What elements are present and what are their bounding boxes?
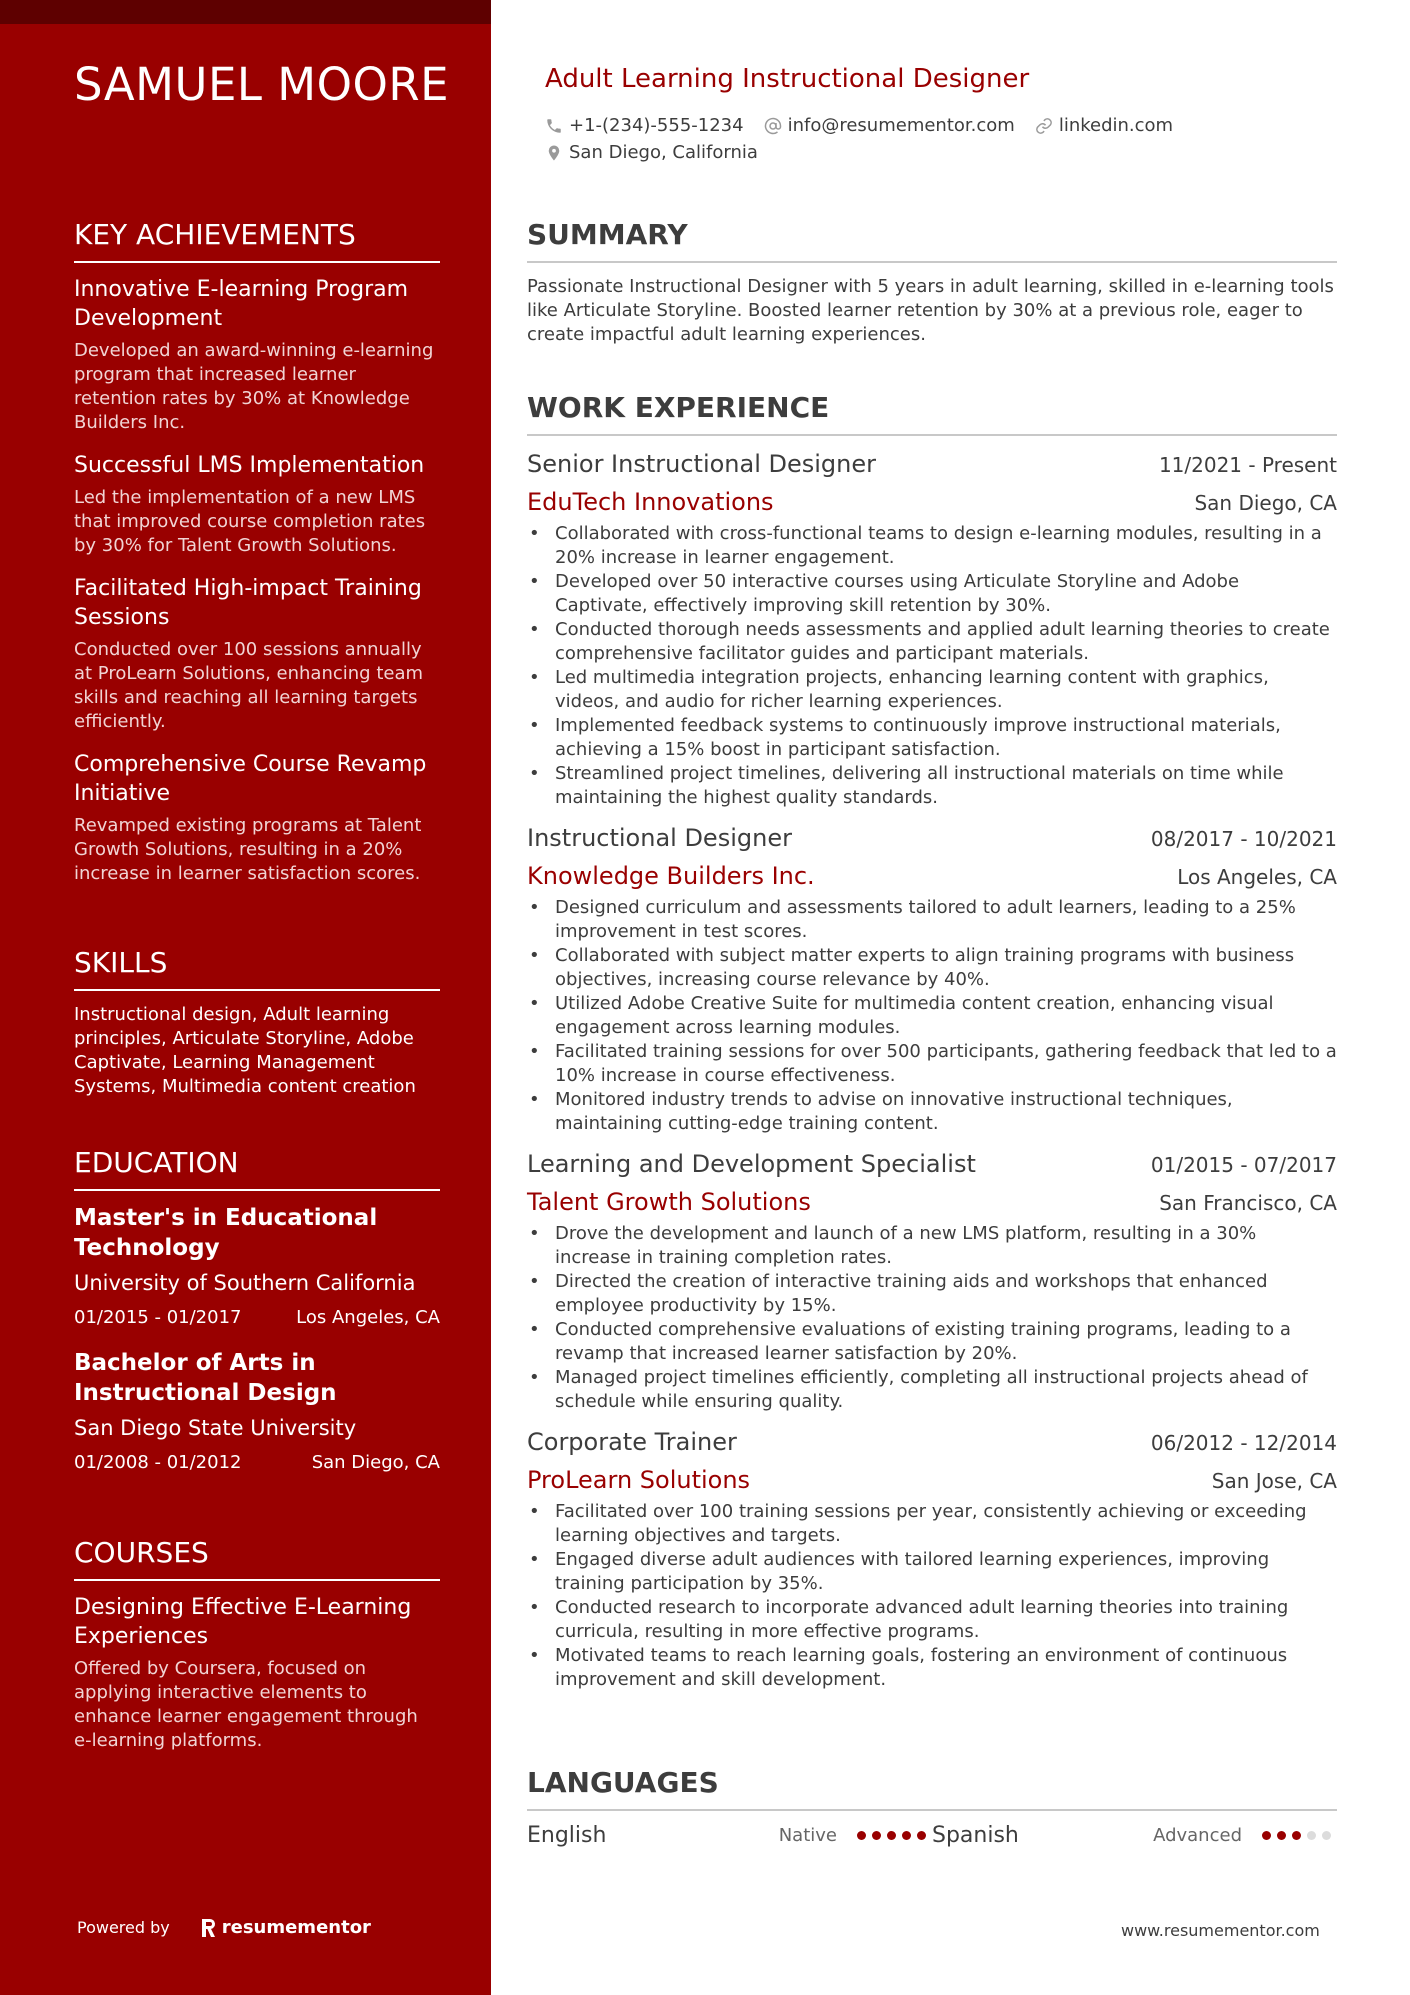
education-location: Los Angeles, CA — [296, 1307, 440, 1328]
experience-item — [527, 1150, 1337, 1414]
experience-header — [527, 824, 1337, 852]
achievement-item — [74, 451, 440, 558]
powered-by — [77, 1917, 371, 1938]
rating-dot-empty — [1322, 1831, 1331, 1840]
experience-item — [527, 450, 1337, 810]
company-name: EduTech Innovations — [527, 488, 774, 516]
job-location: Los Angeles, CA — [1177, 865, 1337, 889]
language-name: English — [527, 1823, 607, 1848]
linkedin-contact[interactable] — [1035, 115, 1173, 136]
summary-text: Passionate Instructional Designer with 5 years in adult learning, skilled in e-learning tools like Articulate Storyline. Boosted learner retention by 30% at a previous role, eager to create impactful adult learning experiences. — [527, 276, 1334, 345]
rating-dot-empty — [1307, 1831, 1316, 1840]
education-degree: Bachelor of Arts in Instructional Design — [74, 1350, 337, 1406]
education-school: University of Southern California — [74, 1271, 416, 1295]
company-name: ProLearn Solutions — [527, 1466, 751, 1494]
bullet-item: • Conducted research to incorporate advanced adult learning theories into training curricula, resulting in more effective programs. — [527, 1596, 1337, 1644]
contact-info — [545, 112, 1305, 166]
experience-list — [527, 450, 1337, 1692]
languages-list — [527, 1823, 1337, 1848]
job-location: San Jose, CA — [1211, 1469, 1337, 1493]
courses-section — [74, 1536, 440, 1753]
job-location: San Diego, CA — [1194, 491, 1337, 515]
achievement-description: Conducted over 100 sessions annually at ProLearn Solutions, enhancing team skills and reaching all learning targets efficiently. — [74, 639, 424, 732]
experience-subheader — [527, 1188, 1337, 1216]
job-bullets — [527, 896, 1337, 1136]
experience-header — [527, 450, 1337, 478]
rating-dot-filled — [1262, 1831, 1271, 1840]
bullet-item: • Utilized Adobe Creative Suite for multimedia content creation, enhancing visual engagement across learning modules. — [527, 992, 1337, 1040]
bullet-item: • Monitored industry trends to advise on innovative instructional techniques, maintaining cutting-edge training content. — [527, 1088, 1337, 1136]
experience-item — [527, 824, 1337, 1136]
website-footer[interactable]: www.resumementor.com — [1121, 1921, 1320, 1940]
skills-text: Instructional design, Adult learning principles, Articulate Storyline, Adobe Captivate, Learning Management Systems, Multimedia content creation — [74, 1004, 416, 1097]
bullet-item: • Directed the creation of interactive training aids and workshops that enhanced employee productivity by 15%. — [527, 1270, 1337, 1318]
education-item — [74, 1203, 440, 1328]
job-dates: 01/2015 - 07/2017 — [1150, 1153, 1337, 1177]
key-achievements-section — [74, 218, 440, 902]
company-name: Knowledge Builders Inc. — [527, 862, 815, 890]
education-dates: 01/2015 - 01/2017 — [74, 1307, 242, 1328]
bullet-item: • Facilitated over 100 training sessions per year, consistently achieving or exceeding learning objectives and targets. — [527, 1500, 1337, 1548]
bullet-item: • Drove the development and launch of a new LMS platform, resulting in a 30% increase in training completion rates. — [527, 1222, 1337, 1270]
powered-by-label: Powered by — [77, 1918, 170, 1937]
summary-heading: SUMMARY — [527, 218, 1337, 263]
education-heading: EDUCATION — [74, 1146, 440, 1191]
achievement-description: Developed an award-winning e-learning program that increased learner retention rates by 30% at Knowledge Builders Inc. — [74, 340, 434, 433]
summary-section — [527, 218, 1337, 347]
achievement-title: Innovative E-learning Program Development — [74, 277, 409, 331]
location-contact — [545, 142, 758, 163]
skills-heading: SKILLS — [74, 946, 440, 991]
language-item — [932, 1823, 1337, 1848]
languages-heading: LANGUAGES — [527, 1766, 1337, 1811]
bullet-item: • Led multimedia integration projects, enhancing learning content with graphics, videos, and audio for richer learning experiences. — [527, 666, 1337, 714]
experience-subheader — [527, 1466, 1337, 1494]
bullet-item: • Collaborated with cross-functional teams to design e-learning modules, resulting in a 20% increase in learner engagement. — [527, 522, 1337, 570]
phone-icon — [545, 117, 563, 135]
achievement-item — [74, 574, 440, 734]
sidebar — [0, 0, 491, 1995]
work-experience-heading: WORK EXPERIENCE — [527, 391, 1337, 436]
course-item — [74, 1593, 440, 1753]
job-dates: 06/2012 - 12/2014 — [1150, 1431, 1337, 1455]
job-title: Adult Learning Instructional Designer — [545, 64, 1030, 94]
email-text: info@resumementor.com — [787, 115, 1015, 136]
achievement-item — [74, 275, 440, 435]
job-role: Learning and Development Specialist — [527, 1150, 976, 1178]
language-name: Spanish — [932, 1823, 1019, 1848]
bullet-item: • Motivated teams to reach learning goals, fostering an environment of continuous improvement and skill development. — [527, 1644, 1337, 1692]
link-icon — [1035, 117, 1053, 135]
experience-subheader — [527, 862, 1337, 890]
location-text: San Diego, California — [569, 142, 758, 163]
achievements-list — [74, 275, 440, 886]
achievement-title: Facilitated High-impact Training Sessions — [74, 576, 422, 630]
bullet-item: • Developed over 50 interactive courses using Articulate Storyline and Adobe Captivate, effectively improving skill retention by 30%. — [527, 570, 1337, 618]
education-school: San Diego State University — [74, 1416, 357, 1440]
brand-name: resumementor — [221, 1917, 371, 1938]
bullet-item: • Streamlined project timelines, delivering all instructional materials on time while maintaining the highest quality standards. — [527, 762, 1337, 810]
experience-subheader — [527, 488, 1337, 516]
phone-contact[interactable] — [545, 115, 744, 136]
language-item — [527, 1823, 932, 1848]
bullet-item: • Implemented feedback systems to continuously improve instructional materials, achieving a 15% boost in participant satisfaction. — [527, 714, 1337, 762]
bullet-item: • Managed project timelines efficiently, completing all instructional projects ahead of schedule while ensuring quality. — [527, 1366, 1337, 1414]
language-rating — [857, 1831, 932, 1840]
courses-heading: COURSES — [74, 1536, 440, 1581]
sidebar-top-bar — [0, 0, 491, 24]
job-role: Senior Instructional Designer — [527, 450, 877, 478]
experience-item — [527, 1428, 1337, 1692]
skills-section — [74, 946, 440, 1099]
rating-dot-filled — [902, 1831, 911, 1840]
job-dates: 08/2017 - 10/2021 — [1150, 827, 1337, 851]
phone-text: +1-(234)-555-1234 — [569, 115, 744, 136]
education-list — [74, 1203, 440, 1473]
education-meta — [74, 1307, 440, 1328]
job-role: Corporate Trainer — [527, 1428, 737, 1456]
job-bullets — [527, 522, 1337, 810]
rating-dot-filled — [857, 1831, 866, 1840]
key-achievements-heading: KEY ACHIEVEMENTS — [74, 218, 440, 263]
bullet-item: • Conducted thorough needs assessments and applied adult learning theories to create comprehensive facilitator guides and participant materials. — [527, 618, 1337, 666]
rating-dot-filled — [1277, 1831, 1286, 1840]
achievement-title: Comprehensive Course Revamp Initiative — [74, 752, 427, 806]
email-contact[interactable] — [764, 115, 1015, 136]
rating-dot-filled — [1292, 1831, 1301, 1840]
bullet-item: • Engaged diverse adult audiences with tailored learning experiences, improving training participation by 35%. — [527, 1548, 1337, 1596]
location-pin-icon — [545, 144, 563, 162]
rating-dot-filled — [887, 1831, 896, 1840]
education-location: San Diego, CA — [311, 1452, 440, 1473]
job-bullets — [527, 1222, 1337, 1414]
bullet-item: • Facilitated training sessions for over 500 participants, gathering feedback that led to a 10% increase in course effectiveness. — [527, 1040, 1337, 1088]
education-section — [74, 1146, 440, 1493]
resumementor-logo — [200, 1917, 371, 1938]
linkedin-text: linkedin.com — [1058, 115, 1174, 136]
achievement-description: Revamped existing programs at Talent Growth Solutions, resulting in a 20% increase in learner satisfaction scores. — [74, 815, 422, 884]
achievement-description: Led the implementation of a new LMS that improved course completion rates by 30% for Talent Growth Solutions. — [74, 487, 426, 556]
candidate-name: SAMUEL MOORE — [74, 58, 450, 111]
education-item — [74, 1348, 440, 1473]
achievement-item — [74, 750, 440, 886]
bullet-item: • Designed curriculum and assessments tailored to adult learners, leading to a 25% improvement in test scores. — [527, 896, 1337, 944]
job-dates: 11/2021 - Present — [1158, 453, 1337, 477]
experience-header — [527, 1428, 1337, 1456]
language-level: Native — [778, 1825, 837, 1846]
languages-section — [527, 1766, 1337, 1848]
company-name: Talent Growth Solutions — [527, 1188, 811, 1216]
work-experience-section — [527, 391, 1337, 1692]
course-title: Designing Effective E-Learning Experiences — [74, 1595, 412, 1649]
education-degree: Master's in Educational Technology — [74, 1205, 378, 1261]
resumementor-logo-icon — [200, 1918, 216, 1938]
education-meta — [74, 1452, 440, 1473]
job-bullets — [527, 1500, 1337, 1692]
experience-header — [527, 1150, 1337, 1178]
at-sign-icon — [764, 117, 782, 135]
bullet-item: • Conducted comprehensive evaluations of existing training programs, leading to a revamp that increased learner satisfaction by 20%. — [527, 1318, 1337, 1366]
course-description: Offered by Coursera, focused on applying interactive elements to enhance learner engagement through e-learning platforms. — [74, 1658, 418, 1751]
education-dates: 01/2008 - 01/2012 — [74, 1452, 242, 1473]
rating-dot-filled — [872, 1831, 881, 1840]
bullet-item: • Collaborated with subject matter experts to align training programs with business objectives, increasing course relevance by 40%. — [527, 944, 1337, 992]
language-level: Advanced — [1153, 1825, 1242, 1846]
language-rating — [1262, 1831, 1337, 1840]
courses-list — [74, 1593, 440, 1753]
rating-dot-filled — [917, 1831, 926, 1840]
achievement-title: Successful LMS Implementation — [74, 453, 425, 478]
job-role: Instructional Designer — [527, 824, 792, 852]
job-location: San Francisco, CA — [1159, 1191, 1337, 1215]
